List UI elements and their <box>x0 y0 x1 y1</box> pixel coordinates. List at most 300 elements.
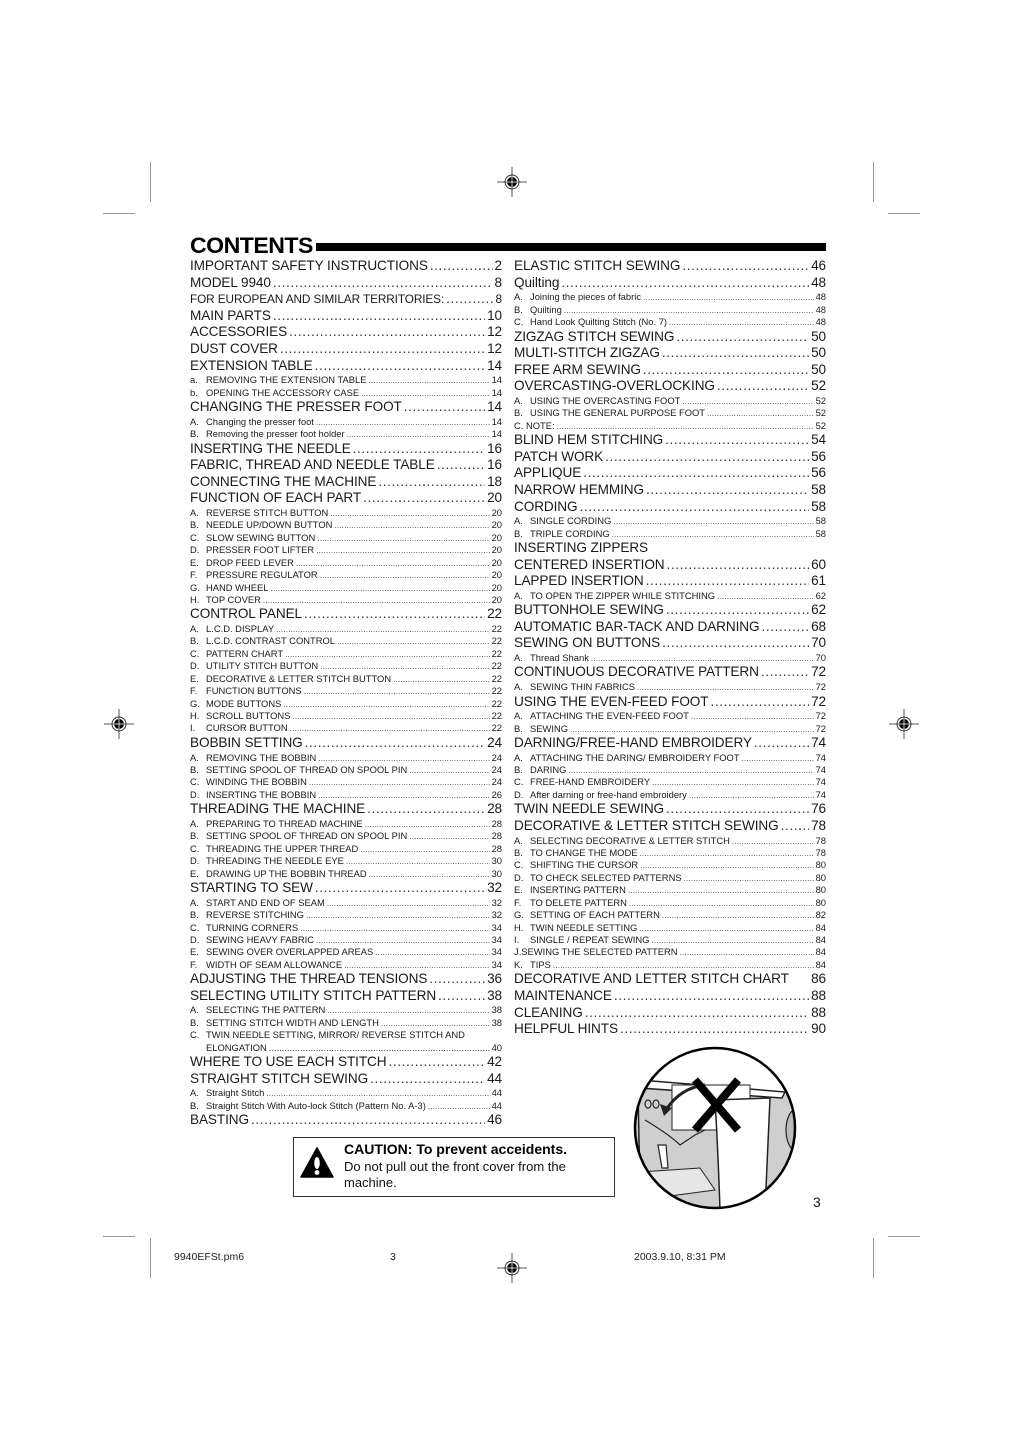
toc-leader-dots <box>666 602 809 619</box>
toc-page-number: 48 <box>811 274 826 290</box>
toc-subentry[interactable] <box>190 830 502 842</box>
toc-entry-text: CONTINUOUS DECORATIVE PATTERN <box>514 664 759 680</box>
toc-subentry[interactable] <box>514 652 826 664</box>
toc-entry-label <box>190 801 365 818</box>
footer-filename: 9940EFSt.pm6 <box>174 1251 245 1263</box>
toc-subentry[interactable] <box>514 304 826 316</box>
toc-leader-dots <box>369 869 490 880</box>
toc-subentry[interactable] <box>514 789 826 801</box>
toc-subentry[interactable] <box>514 946 826 958</box>
toc-entry-label <box>514 275 559 292</box>
toc-page-number: 16 <box>487 440 502 456</box>
toc-entry[interactable] <box>190 341 502 358</box>
toc-entry-text: DARNING/FREE-HAND EMBROIDERY <box>514 734 752 750</box>
toc-leader-dots <box>754 735 809 752</box>
toc-leader-dots <box>429 971 485 988</box>
toc-entry-label <box>514 664 759 681</box>
toc-subentry[interactable] <box>514 859 826 871</box>
toc-subentry[interactable] <box>514 872 826 884</box>
toc-entry[interactable] <box>190 457 502 474</box>
toc-subentry[interactable] <box>190 660 502 672</box>
toc-entry-label <box>190 399 402 416</box>
toc-entry-text: Quilting <box>530 303 562 315</box>
toc-subentry[interactable] <box>514 291 826 303</box>
toc-subentry[interactable] <box>514 959 826 971</box>
toc-entry[interactable] <box>190 275 502 292</box>
toc-entry-letter: A. <box>514 589 523 601</box>
toc-leader-dots <box>570 724 814 735</box>
toc-entry-label <box>190 752 316 764</box>
toc-page-number: 50 <box>811 328 826 344</box>
toc-entry[interactable] <box>514 329 826 346</box>
toc-subentry[interactable] <box>190 569 502 581</box>
toc-entry-letter: a. <box>190 374 198 386</box>
toc-entry-letter: H. <box>190 710 200 722</box>
toc-leader-dots <box>643 362 809 379</box>
toc-entry-label <box>514 619 759 636</box>
toc-entry-text: HELPFUL HINTS <box>514 1021 618 1037</box>
toc-page-number: 22 <box>491 672 502 684</box>
toc-page-number: 24 <box>491 751 502 763</box>
toc-leader-dots <box>691 711 814 722</box>
toc-entry-label <box>514 723 568 735</box>
crop-mark <box>150 162 151 202</box>
toc-subentry[interactable] <box>190 685 502 697</box>
toc-entry[interactable] <box>514 345 826 362</box>
toc-entry[interactable] <box>190 880 502 897</box>
toc-subentry[interactable] <box>190 594 502 606</box>
toc-leader-dots <box>680 947 814 958</box>
toc-page-number: 58 <box>815 515 826 527</box>
toc-entry[interactable] <box>514 801 826 818</box>
toc-entry-text: Straight Stitch With Auto-lock Stitch (Pattern No. A-3) <box>206 1099 426 1111</box>
toc-subentry[interactable] <box>514 528 826 540</box>
toc-subentry[interactable] <box>514 407 826 419</box>
toc-entry-label <box>190 971 427 988</box>
toc-subentry[interactable] <box>514 909 826 921</box>
toc-entry-letter: B. <box>514 407 523 419</box>
toc-subentry[interactable] <box>190 959 502 971</box>
toc-page-number: 56 <box>811 465 826 481</box>
toc-entry-text: THREADING THE MACHINE <box>190 801 366 817</box>
toc-entry-label <box>190 722 288 734</box>
toc-subentry[interactable] <box>514 681 826 693</box>
toc-entry[interactable] <box>514 378 826 395</box>
toc-subentry[interactable] <box>514 897 826 909</box>
toc-subentry[interactable] <box>190 1029 502 1041</box>
toc-page-number: 22 <box>491 647 502 659</box>
toc-subentry[interactable] <box>514 420 826 432</box>
toc-entry-label <box>514 345 660 362</box>
toc-entry-label <box>190 843 358 855</box>
toc-entry-label <box>190 988 436 1005</box>
toc-entry[interactable] <box>514 664 826 681</box>
toc-subentry[interactable] <box>190 776 502 788</box>
toc-page-number: 26 <box>491 788 502 800</box>
toc-page-number: 46 <box>487 1112 502 1128</box>
toc-entry[interactable] <box>514 602 826 619</box>
toc-entry-text: START AND END OF SEAM <box>206 896 325 908</box>
toc-entry-text: Changing the presser foot <box>206 415 314 427</box>
toc-entry-letter: b. <box>190 386 198 398</box>
toc-page-number: 72 <box>815 722 826 734</box>
toc-entry-text: SLOW SEWING BUTTON <box>206 531 316 543</box>
toc-subentry-continuation[interactable] <box>190 1042 502 1054</box>
toc-page-number: 22 <box>487 606 502 622</box>
toc-entry[interactable] <box>190 358 502 375</box>
toc-entry-label <box>514 316 667 328</box>
toc-subentry[interactable] <box>514 835 826 847</box>
toc-page-number: 74 <box>815 788 826 800</box>
toc-entry[interactable] <box>190 441 502 458</box>
toc-subentry[interactable] <box>190 507 502 519</box>
toc-entry[interactable] <box>190 801 502 818</box>
toc-entry-text: FUNCTION BUTTONS <box>206 685 302 697</box>
toc-page-number: 74 <box>815 764 826 775</box>
toc-entry-letter: A. <box>514 751 523 763</box>
toc-entry-letter: C. <box>514 316 524 328</box>
toc-leader-dots <box>409 831 489 842</box>
toc-entry-text: SELECTING THE PATTERN <box>206 1004 326 1016</box>
toc-page-number: 40 <box>491 1041 502 1053</box>
toc-entry-letter: K. <box>514 958 523 970</box>
toc-entry-letter: A. <box>190 622 199 634</box>
toc-leader-dots <box>334 520 489 531</box>
toc-subentry[interactable] <box>190 698 502 710</box>
toc-subentry[interactable] <box>190 557 502 569</box>
toc-entry-label <box>514 681 635 693</box>
toc-entry-letter: E. <box>190 867 199 879</box>
toc-subentry[interactable] <box>190 922 502 934</box>
toc-entry[interactable] <box>514 1021 826 1038</box>
toc-entry-label <box>514 835 730 847</box>
toc-entry[interactable] <box>514 619 826 636</box>
toc-entry[interactable] <box>514 540 826 557</box>
toc-entry-label <box>190 474 376 491</box>
toc-page-number: 22 <box>491 722 502 734</box>
toc-entry[interactable] <box>514 694 826 711</box>
toc-subentry[interactable] <box>514 710 826 722</box>
page-number: 3 <box>813 1194 821 1210</box>
toc-subentry[interactable] <box>190 789 502 801</box>
toc-entry-label <box>190 291 444 308</box>
toc-page-number: 22 <box>491 622 502 634</box>
toc-subentry[interactable] <box>190 1004 502 1016</box>
toc-entry-label <box>514 528 610 540</box>
toc-entry[interactable] <box>190 988 502 1005</box>
toc-page-number: 58 <box>811 498 826 514</box>
toc-leader-dots <box>404 399 485 416</box>
toc-entry-text: BASTING <box>190 1112 249 1128</box>
toc-subentry[interactable] <box>190 934 502 946</box>
toc-subentry[interactable] <box>190 722 502 734</box>
toc-subentry[interactable] <box>190 582 502 594</box>
toc-page-number: 80 <box>815 859 826 871</box>
toc-subentry[interactable] <box>190 764 502 776</box>
toc-entry-text: CENTERED INSERTION <box>514 556 665 572</box>
toc-entry[interactable] <box>190 735 502 752</box>
toc-entry-text: INSERTING THE NEEDLE <box>190 440 351 456</box>
toc-page-number: 20 <box>491 544 502 556</box>
toc-entry[interactable] <box>190 971 502 988</box>
toc-entry[interactable] <box>190 1071 502 1088</box>
toc-subentry[interactable] <box>514 752 826 764</box>
toc-entry-label <box>190 1071 368 1088</box>
toc-entry-text: CONTROL PANEL <box>190 606 303 622</box>
toc-subentry[interactable] <box>190 710 502 722</box>
toc-entry[interactable] <box>514 1005 826 1022</box>
toc-entry-label <box>190 441 351 458</box>
toc-entry[interactable] <box>190 258 502 275</box>
toc-leader-dots <box>304 686 490 697</box>
toc-subentry[interactable] <box>514 395 826 407</box>
toc-entry-label <box>514 789 687 801</box>
toc-entry-label <box>514 946 678 958</box>
toc-entry-letter: H. <box>514 921 524 933</box>
toc-leader-dots <box>662 345 809 362</box>
toc-entry[interactable] <box>514 275 826 292</box>
toc-entry-text: SEWING OVER OVERLAPPED AREAS <box>206 946 374 958</box>
toc-entry-text: ELASTIC STITCH SEWING <box>514 258 681 273</box>
toc-page-number: 22 <box>491 710 502 722</box>
toc-subentry[interactable] <box>190 374 502 386</box>
toc-leader-dots <box>761 619 809 636</box>
toc-leader-dots <box>553 960 814 971</box>
toc-leader-dots <box>662 910 814 921</box>
toc-leader-dots <box>676 329 809 346</box>
toc-entry-label <box>190 428 345 440</box>
toc-leader-dots <box>353 441 485 458</box>
toc-entry-label <box>190 490 361 507</box>
toc-page-number: 88 <box>811 1004 826 1020</box>
toc-entry-text: DUST COVER <box>190 340 278 356</box>
toc-subentry[interactable] <box>190 1017 502 1029</box>
toc-entry-text: WINDING THE BOBBIN <box>206 776 307 788</box>
toc-entry[interactable] <box>514 635 826 652</box>
toc-page-number: 86 <box>811 971 826 987</box>
toc-subentry[interactable] <box>514 776 826 788</box>
toc-leader-dots <box>269 1042 490 1054</box>
toc-entry-text: CHANGING THE PRESSER FOOT <box>190 399 402 415</box>
toc-page-number: 20 <box>491 593 502 605</box>
toc-entry[interactable] <box>190 490 502 507</box>
toc-entry[interactable] <box>190 606 502 623</box>
warning-triangle-icon <box>300 1146 334 1180</box>
toc-entry[interactable] <box>514 988 826 1005</box>
toc-entry-letter: E. <box>514 884 523 896</box>
toc-entry-text: WHERE TO USE EACH STITCH <box>190 1054 387 1070</box>
toc-entry[interactable] <box>514 482 826 499</box>
toc-leader-dots <box>667 557 810 574</box>
toc-entry-text: IMPORTANT SAFETY INSTRUCTIONS <box>190 258 428 273</box>
toc-entry[interactable] <box>514 362 826 379</box>
toc-entry[interactable] <box>514 971 826 988</box>
toc-entry-label <box>514 897 627 909</box>
toc-entry-text: FREE-HAND EMBROIDERY <box>530 776 651 788</box>
toc-entry[interactable] <box>190 1112 502 1129</box>
toc-page-number: 62 <box>811 602 826 618</box>
toc-entry[interactable] <box>514 465 826 482</box>
toc-subentry[interactable] <box>190 623 502 635</box>
toc-subentry[interactable] <box>190 868 502 880</box>
toc-leader-dots <box>613 516 813 527</box>
toc-leader-dots <box>360 844 489 855</box>
toc-entry-text: PRESSURE REGULATOR <box>206 569 318 581</box>
toc-entry-label <box>514 362 641 379</box>
toc-entry[interactable] <box>190 1054 502 1071</box>
toc-entry-text: USING THE GENERAL PURPOSE FOOT <box>530 407 706 419</box>
toc-subentry[interactable] <box>190 532 502 544</box>
toc-subentry[interactable] <box>190 855 502 867</box>
toc-subentry[interactable] <box>514 922 826 934</box>
toc-leader-dots <box>684 873 814 884</box>
toc-page-number: 52 <box>811 378 826 394</box>
toc-entry-text: BUTTONHOLE SEWING <box>514 602 664 618</box>
toc-subentry[interactable] <box>514 847 826 859</box>
toc-subentry[interactable] <box>190 428 502 440</box>
toc-subentry[interactable] <box>190 1087 502 1099</box>
toc-entry-text: MULTI-STITCH ZIGZAG <box>514 345 660 361</box>
toc-entry[interactable] <box>190 324 502 341</box>
toc-entry[interactable] <box>514 258 826 275</box>
toc-subentry[interactable] <box>190 897 502 909</box>
toc-page-number: 52 <box>815 407 826 419</box>
toc-page-number: 70 <box>811 635 826 651</box>
toc-entry-label <box>514 449 603 466</box>
toc-subentry[interactable] <box>190 752 502 764</box>
toc-entry-letter: B. <box>190 519 199 531</box>
toc-page-number: 74 <box>815 776 826 788</box>
toc-page-number: 22 <box>491 660 502 672</box>
toc-subentry[interactable] <box>514 515 826 527</box>
toc-entry[interactable] <box>514 735 826 752</box>
toc-entry-label <box>514 934 649 946</box>
toc-leader-dots <box>368 375 489 386</box>
toc-subentry[interactable] <box>190 818 502 830</box>
toc-subentry[interactable] <box>190 909 502 921</box>
toc-subentry[interactable] <box>514 764 826 776</box>
toc-entry-text: TIPS <box>530 958 551 970</box>
toc-entry-letter: C. <box>190 1029 200 1041</box>
toc-entry-text: CURSOR BUTTON <box>206 722 288 734</box>
toc-leader-dots <box>378 474 485 491</box>
toc-entry[interactable] <box>190 308 502 325</box>
toc-entry[interactable] <box>190 474 502 491</box>
toc-entry-text: TWIN NEEDLE SEWING <box>514 801 665 817</box>
toc-entry[interactable] <box>514 573 826 590</box>
toc-entry-label <box>190 909 304 921</box>
toc-page-number: 70 <box>815 652 826 664</box>
toc-entry-label <box>514 258 680 275</box>
toc-page-number: 42 <box>487 1054 502 1070</box>
toc-subentry[interactable] <box>190 519 502 531</box>
toc-leader-dots <box>732 836 814 847</box>
toc-page-number: 44 <box>491 1099 502 1111</box>
toc-entry-label <box>190 1029 465 1041</box>
toc-entry-label <box>514 540 648 557</box>
toc-entry-letter: C. <box>514 859 524 871</box>
toc-entry-text: REVERSE STITCHING <box>206 909 304 921</box>
toc-entry-text: SEWING ON BUTTONS <box>514 635 661 651</box>
toc-subentry[interactable] <box>190 416 502 428</box>
toc-entry-label <box>514 922 637 934</box>
toc-entry-text: USING THE EVEN-FEED FOOT <box>514 693 709 709</box>
toc-page-number: 72 <box>815 710 826 722</box>
toc-subentry[interactable] <box>514 316 826 328</box>
toc-page-number: 61 <box>811 573 826 589</box>
toc-subentry[interactable] <box>514 590 826 602</box>
toc-entry-letter: F. <box>190 569 198 581</box>
toc-entry-label <box>190 308 271 325</box>
toc-page-number: 72 <box>811 693 826 709</box>
toc-subentry[interactable] <box>190 946 502 958</box>
toc-entry[interactable] <box>190 399 502 416</box>
toc-page-number: 22 <box>491 635 502 647</box>
toc-entry[interactable] <box>514 432 826 449</box>
toc-entry[interactable] <box>514 557 826 574</box>
toc-entry-letter: B. <box>190 428 199 440</box>
toc-subentry[interactable] <box>190 635 502 647</box>
toc-leader-dots <box>614 988 809 1005</box>
toc-leader-dots <box>646 482 809 499</box>
toc-page-number: 20 <box>491 581 502 593</box>
toc-entry[interactable] <box>514 818 826 835</box>
toc-subentry[interactable] <box>514 723 826 735</box>
toc-entry-label <box>514 909 660 921</box>
toc-entry-label <box>190 934 314 946</box>
toc-leader-dots <box>682 258 809 275</box>
toc-page-number: 38 <box>491 1004 502 1016</box>
toc-entry-text: ADJUSTING THE THREAD TENSIONS <box>190 971 428 987</box>
toc-leader-dots <box>628 885 814 896</box>
toc-page-number: 16 <box>487 457 502 473</box>
toc-entry-text: FABRIC, THREAD AND NEEDLE TABLE <box>190 457 435 473</box>
toc-entry-letter: B. <box>190 635 199 647</box>
toc-subentry[interactable] <box>514 934 826 946</box>
toc-subentry[interactable] <box>190 843 502 855</box>
toc-subentry[interactable] <box>190 544 502 556</box>
toc-subentry[interactable] <box>190 1100 502 1112</box>
toc-leader-dots <box>585 1005 809 1022</box>
toc-page-number: 22 <box>491 697 502 709</box>
toc-subentry[interactable] <box>190 673 502 685</box>
toc-subentry[interactable] <box>190 648 502 660</box>
toc-page-number: 32 <box>491 896 502 908</box>
toc-page-number: 20 <box>491 569 502 581</box>
toc-leader-dots <box>330 508 489 519</box>
toc-entry-text: Straight Stitch <box>206 1087 265 1099</box>
toc-leader-dots <box>717 591 813 602</box>
toc-page-number: 80 <box>815 871 826 883</box>
toc-page-number: 30 <box>491 855 502 867</box>
toc-leader-dots <box>251 1112 485 1129</box>
toc-entry-text: REMOVING THE BOBBIN <box>206 751 317 763</box>
toc-entry-label <box>514 1005 583 1022</box>
toc-entry[interactable] <box>514 499 826 516</box>
toc-entry-text: UTILITY STITCH BUTTON <box>206 660 319 672</box>
toc-subentry[interactable] <box>190 387 502 399</box>
toc-leader-dots <box>315 880 485 897</box>
toc-subentry[interactable] <box>514 884 826 896</box>
toc-page-number: 14 <box>487 357 502 373</box>
toc-entry-label <box>514 776 650 788</box>
toc-entry[interactable] <box>190 291 502 308</box>
toc-entry-label <box>514 304 562 316</box>
toc-entry-label <box>514 764 566 776</box>
toc-entry-label <box>190 818 363 830</box>
toc-entry[interactable] <box>514 449 826 466</box>
toc-page-number: 52 <box>815 394 826 406</box>
